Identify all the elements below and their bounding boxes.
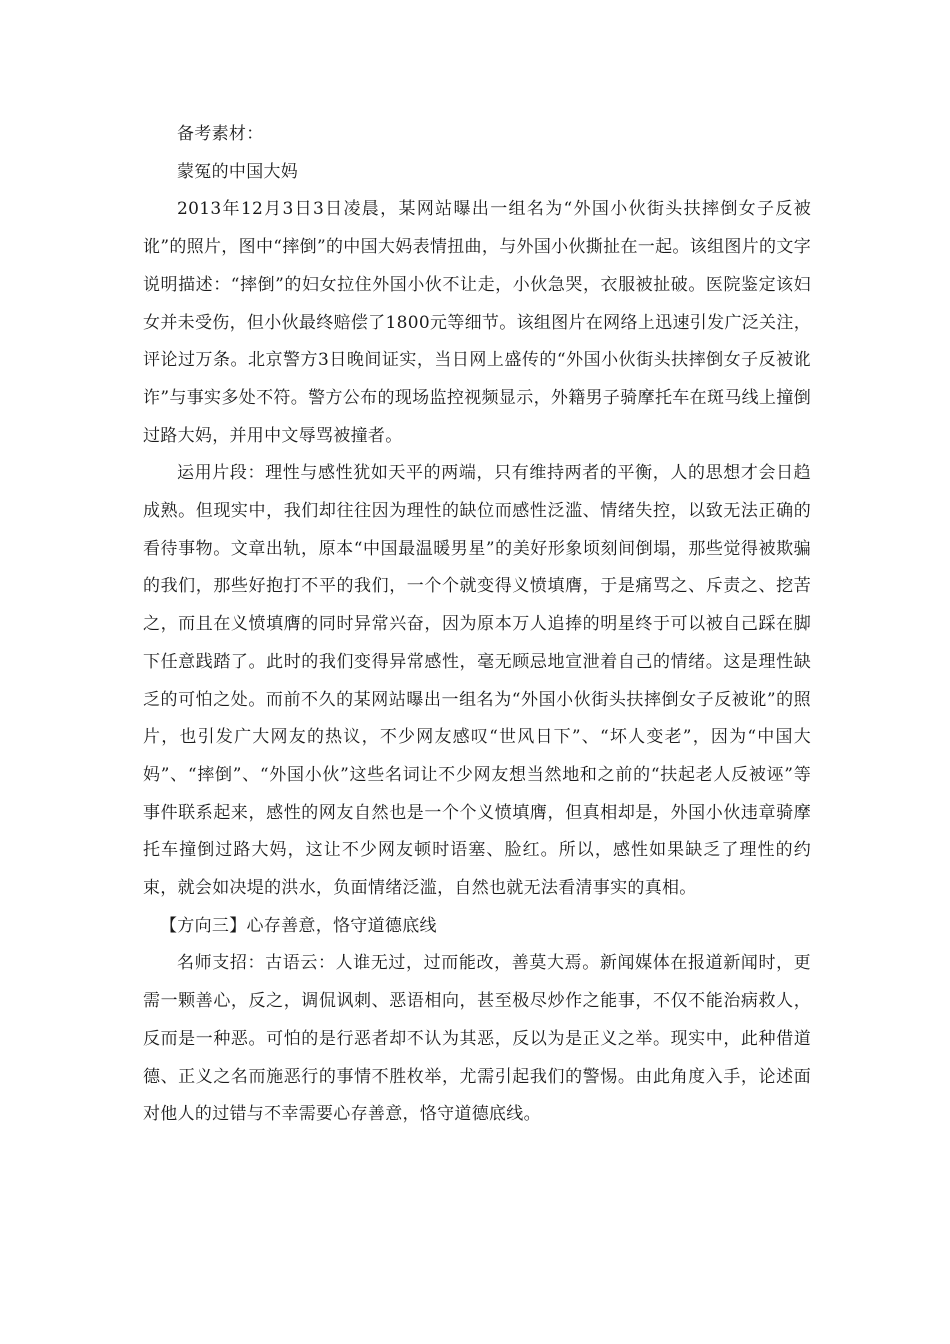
material-title: 蒙冤的中国大妈: [177, 161, 299, 182]
document-body: [143, 116, 811, 1134]
news-paragraph: 2013年12月3日3日凌晨，某网站曝出一组名为“外国小伙街头扶摔倒女子反被讹”的照片，图中“摔倒”的中国大妈表情扭曲，与外国小伙撕扯在一起。该组图片的文字说明描述：“摔倒”的妇女拉住外国小伙不让走，小伙急哭，衣服被扯破。医院鉴定该妇女并未受伤，但小伙最终赔偿了1800元等细节。该组图片在网络上迅速引发广泛关注，评论过万条。北京警方3日晚间证实，当日网上盛传的“外国小伙街头扶摔倒女子反被讹诈”与事实多处不符。警方公布的现场监控视频显示，外籍男子骑摩托车在斑马线上撞倒过路大妈，并用中文辱骂被撞者。: [143, 199, 811, 446]
teacher-tips-paragraph: 名师支招：古语云：人谁无过，过而能改，善莫大焉。新闻媒体在报道新闻时，更需一颗善心，反之，调侃讽刺、恶语相向，甚至极尽炒作之能事，不仅不能治病救人，反而是一种恶。可怕的是行恶者却不认为其恶，反以为是正义之举。现实中，此种借道德、正义之名而施恶行的事情不胜枚举，尤需引起我们的警惕。由此角度入手，论述面对他人的过错与不幸需要心存善意，恪守道德底线。: [143, 953, 811, 1125]
application-paragraph: 运用片段：理性与感性犹如天平的两端，只有维持两者的平衡，人的思想才会日趋成熟。但现实中，我们却往往因为理性的缺位而感性泛滥、情绪失控，以致无法正确的看待事物。文章出轨，原本“中国最温暖男星”的美好形象顷刻间倒塌，那些觉得被欺骗的我们，那些好抱打不平的我们，一个个就变得义愤填膺，于是痛骂之、斥责之、挖苦之，而且在义愤填膺的同时异常兴奋，因为原本万人追捧的明星终于可以被自己踩在脚下任意践踏了。此时的我们变得异常感性，毫无顾忌地宣泄着自己的情绪。这是理性缺乏的可怕之处。而前不久的某网站曝出一组名为“外国小伙街头扶摔倒女子反被讹”的照片，也引发广大网友的热议，不少网友感叹“世风日下”、“坏人变老”，因为“中国大妈”、“摔倒”、“外国小伙”这些名词让不少网友想当然地和之前的“扶起老人反被诬”等事件联系起来，感性的网友自然也是一个个义愤填膺，但真相却是，外国小伙违章骑摩托车撞倒过路大妈，这让不少网友顿时语塞、脸红。所以，感性如果缺乏了理性的约束，就会如决堤的洪水，负面情绪泛滥，自然也就无法看清事实的真相。: [143, 463, 811, 899]
section-label: 备考素材：: [177, 124, 264, 144]
direction-heading: 【方向三】心存善意，恪守道德底线: [160, 915, 437, 936]
